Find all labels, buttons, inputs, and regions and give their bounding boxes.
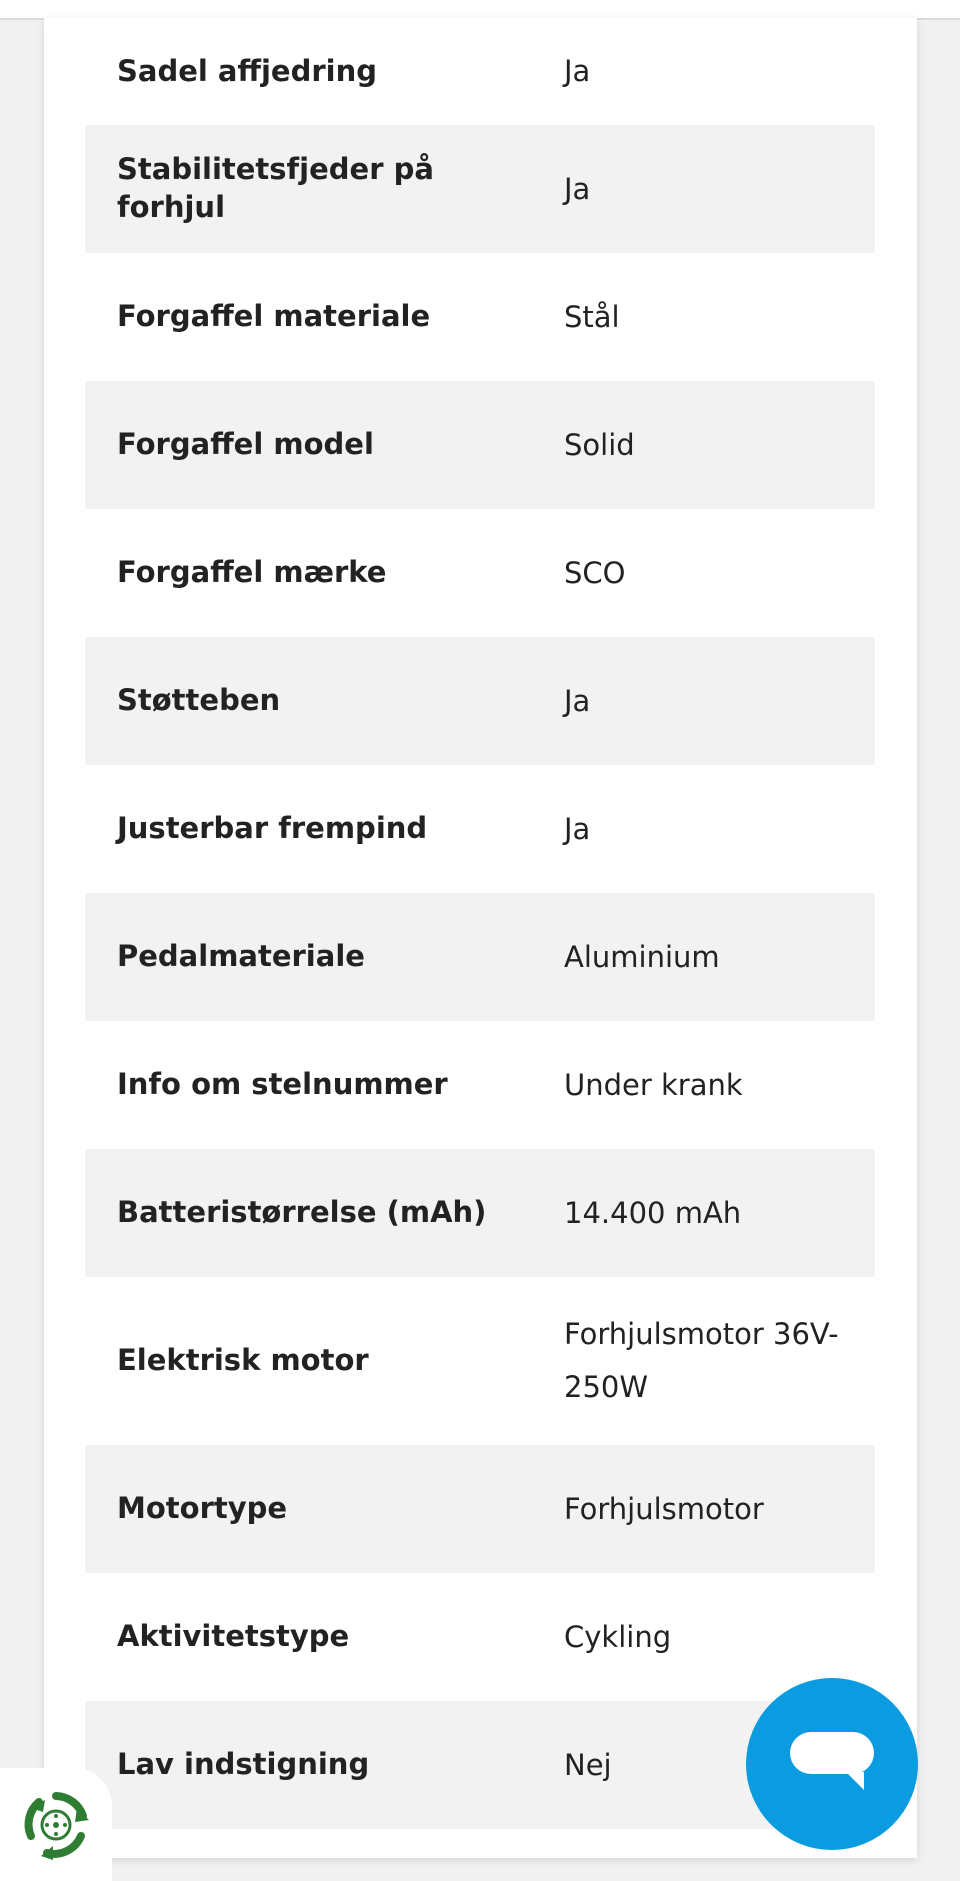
spec-row xyxy=(85,1149,875,1277)
spec-label: Aktivitetstype xyxy=(117,1619,350,1654)
spec-row xyxy=(85,1445,875,1573)
spec-row xyxy=(85,125,875,253)
spec-label: Batteristørrelse (mAh) xyxy=(117,1195,487,1230)
spec-value: Forhjulsmotor xyxy=(564,1491,764,1526)
spec-label: Info om stelnummer xyxy=(117,1067,448,1102)
spec-row xyxy=(85,1573,875,1701)
spec-value: 14.400 mAh xyxy=(564,1195,742,1230)
spec-value: Under krank xyxy=(564,1067,743,1102)
spec-label: Lav indstigning xyxy=(117,1747,370,1782)
eco-badge[interactable] xyxy=(0,1768,112,1881)
chat-bubble-icon xyxy=(784,1724,880,1804)
spec-label: Motortype xyxy=(117,1491,288,1526)
spec-row xyxy=(85,381,875,509)
spec-row xyxy=(85,509,875,637)
spec-label: Forgaffel materiale xyxy=(117,299,431,334)
spec-row xyxy=(85,893,875,1021)
spec-label: Pedalmateriale xyxy=(117,939,365,974)
recycle-bike-icon xyxy=(17,1786,95,1864)
spec-label: Forgaffel model xyxy=(117,427,374,462)
top-divider xyxy=(0,0,960,20)
spec-label: Stabilitetsfjeder på forhjul xyxy=(117,152,434,224)
spec-label: Støtteben xyxy=(117,683,281,718)
spec-value: Solid xyxy=(564,427,635,462)
spec-value: Ja xyxy=(564,171,591,206)
spec-value: Ja xyxy=(564,811,591,846)
spec-value: SCO xyxy=(564,555,626,590)
spec-value: Nej xyxy=(564,1747,612,1782)
specs-table xyxy=(85,18,875,1829)
spec-row xyxy=(85,637,875,765)
spec-row xyxy=(85,1277,875,1445)
spec-row xyxy=(85,18,875,125)
spec-label: Justerbar frempind xyxy=(117,811,428,846)
spec-label: Elektrisk motor xyxy=(117,1343,369,1378)
spec-row xyxy=(85,765,875,893)
spec-row xyxy=(85,253,875,381)
spec-label: Forgaffel mærke xyxy=(117,555,387,590)
spec-label: Sadel affjedring xyxy=(117,53,377,88)
spec-value: Ja xyxy=(564,683,591,718)
specs-card xyxy=(44,18,917,1858)
spec-value: Ja xyxy=(564,54,591,88)
spec-value: Aluminium xyxy=(564,939,720,974)
spec-row xyxy=(85,1021,875,1149)
spec-value: Cykling xyxy=(564,1619,672,1654)
chat-button[interactable] xyxy=(746,1678,918,1850)
spec-value: Forhjulsmotor 36V-250W xyxy=(564,1317,839,1404)
spec-value: Stål xyxy=(564,299,620,334)
